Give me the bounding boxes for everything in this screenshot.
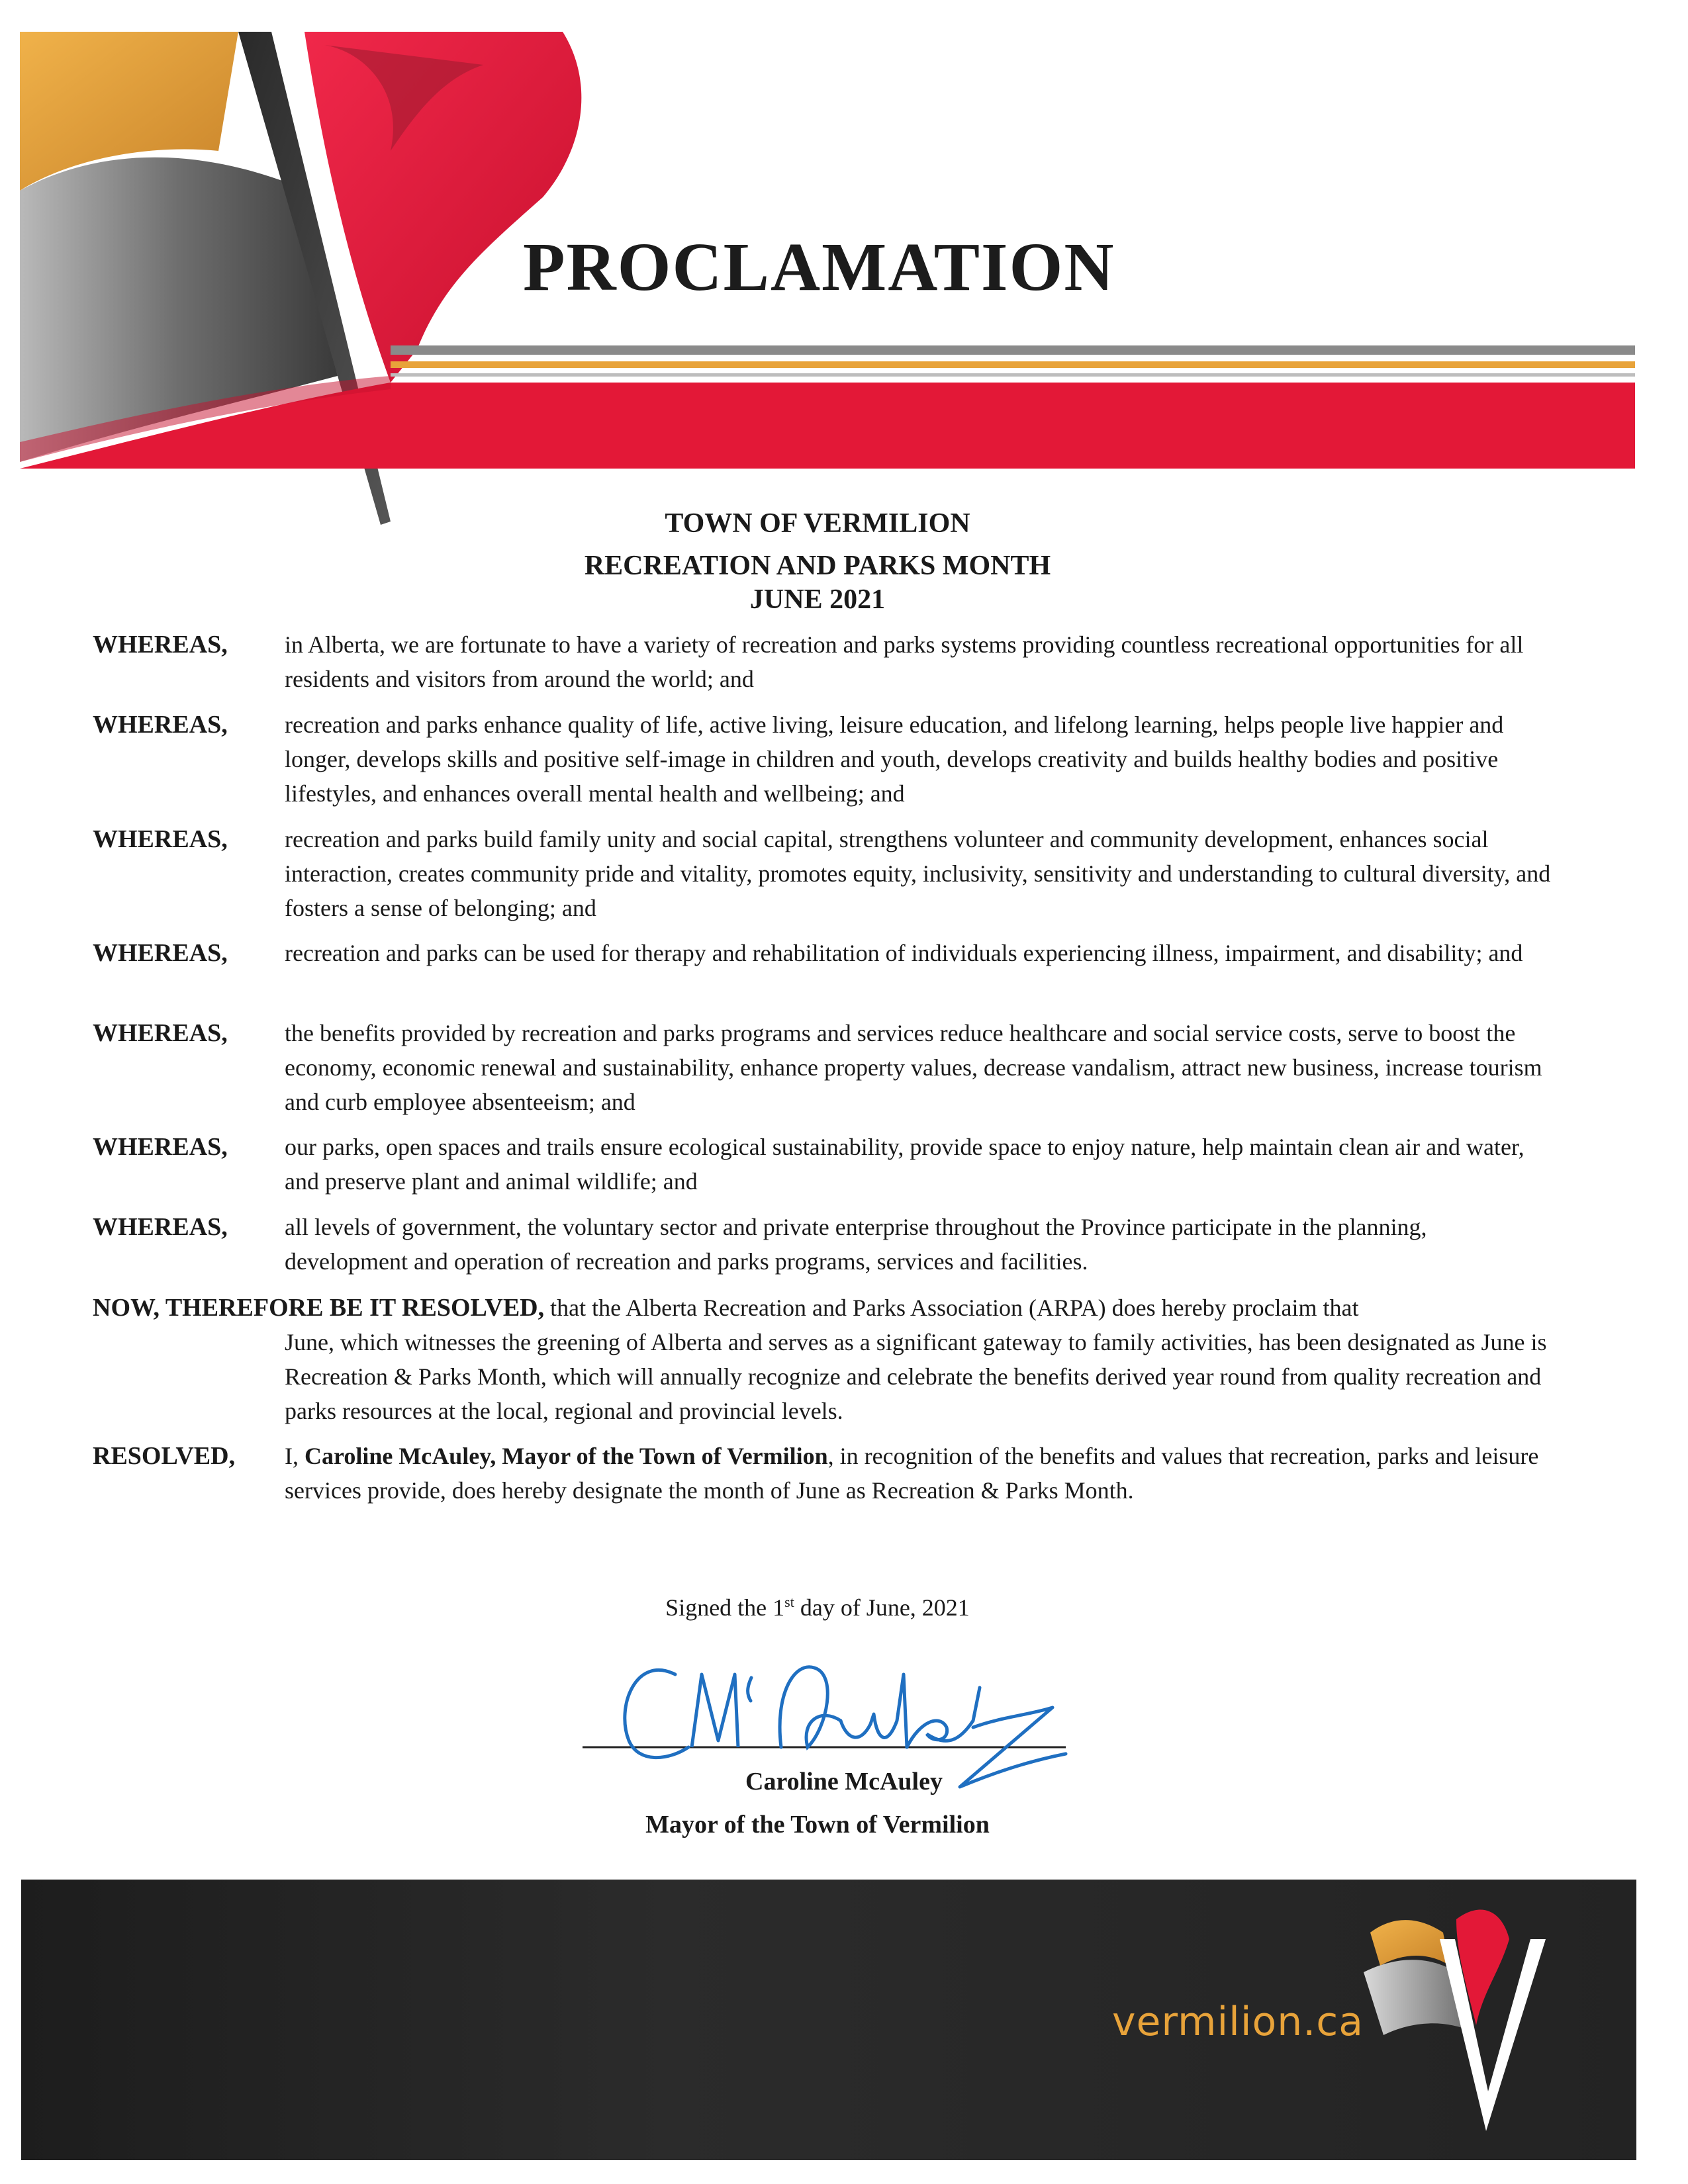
signatory-title: Mayor of the Town of Vermilion [645,1811,990,1839]
clause-label: WHEREAS, [93,939,228,967]
clause-label: WHEREAS, [93,1019,228,1047]
clause-label: WHEREAS, [93,1133,228,1161]
clause-label: WHEREAS, [93,1213,228,1241]
clause-text: our parks, open spaces and trails ensure ecological sustainability, provide space to enjoy nature, help maintain clean air and water, and preserve plant and animal wildlife; and [285,1134,1524,1195]
heading-town: TOWN OF VERMILION [665,508,970,539]
footer-url: vermilion.ca [1112,1999,1364,2045]
clause-text: recreation and parks can be used for therapy and rehabilitation of individuals experiencing illness, impairment, and disability; and [285,940,1523,966]
clause-text: all levels of government, the voluntary sector and private enterprise throughout the Province participate in the planning, development and operation of recreation and parks programs, services and facilities. [285,1214,1427,1275]
signatory-name: Caroline McAuley [745,1768,943,1796]
now-therefore-clause [93,1291,1562,1428]
resolved-prefix: I, [285,1443,299,1469]
banner-gold-stripe [391,361,1635,368]
heading-date: JUNE 2021 [749,584,886,615]
signed-date: Signed the 1st day of June, 2021 [665,1594,970,1621]
page-title: PROCLAMATION [523,229,1115,305]
banner-thin-stripe [391,373,1635,377]
clause-label: WHEREAS, [93,631,228,659]
clause-text: recreation and parks enhance quality of life, active living, leisure education, and lifelong learning, helps people live happier and longer, develops skills and positive self-image in children and youth, develops creativity and builds healthy bodies and positive lifestyles, and enhances overall mental health and wellbeing; and [285,711,1504,807]
now-therefore-first-line: that the Alberta Recreation and Parks Association (ARPA) does hereby proclaim that [550,1295,1359,1321]
clause-text: in Alberta, we are fortunate to have a variety of recreation and parks systems providing countless recreational opportunities for all residents and visitors from around the world; and [285,631,1524,692]
heading-event: RECREATION AND PARKS MONTH [584,551,1051,581]
banner-grey-stripe [391,345,1635,355]
resolved-label: RESOLVED, [93,1442,236,1470]
clause-label: WHEREAS, [93,825,228,853]
now-therefore-label: NOW, THEREFORE BE IT RESOLVED, [93,1294,545,1322]
resolved-text [285,1439,1556,1508]
now-therefore-text: June, which witnesses the greening of Alberta and serves as a significant gateway to family activities, has been designated as June is Recreation & Parks Month, which will annually recognize and celebrate the benefits derived year round from quality recreation and parks resources at the local, regional and provincial levels. [285,1329,1547,1424]
clause-label: WHEREAS, [93,711,228,739]
resolved-mayor-name: Caroline McAuley, Mayor of the Town of Vermilion [305,1443,828,1469]
clause-text: recreation and parks build family unity and social capital, strengthens volunteer and community development, enhances social interaction, creates community pride and vitality, promotes equity, inclusivity, sensitivity and understanding to cultural diversity, and fosters a sense of belonging; and [285,826,1551,921]
clause-text: the benefits provided by recreation and parks programs and services reduce healthcare and social service costs, serve to boost the economy, economic renewal and sustainability, enhance property values, decrease vandalism, attract new business, increase tourism and curb employee absenteeism; and [285,1020,1542,1115]
resolved-body: , in recognition of the benefits and values that recreation, parks and leisure services provide, does hereby designate the month of June as Recreation & Parks Month. [285,1443,1539,1504]
vermilion-logo-icon [1357,1893,1582,2144]
